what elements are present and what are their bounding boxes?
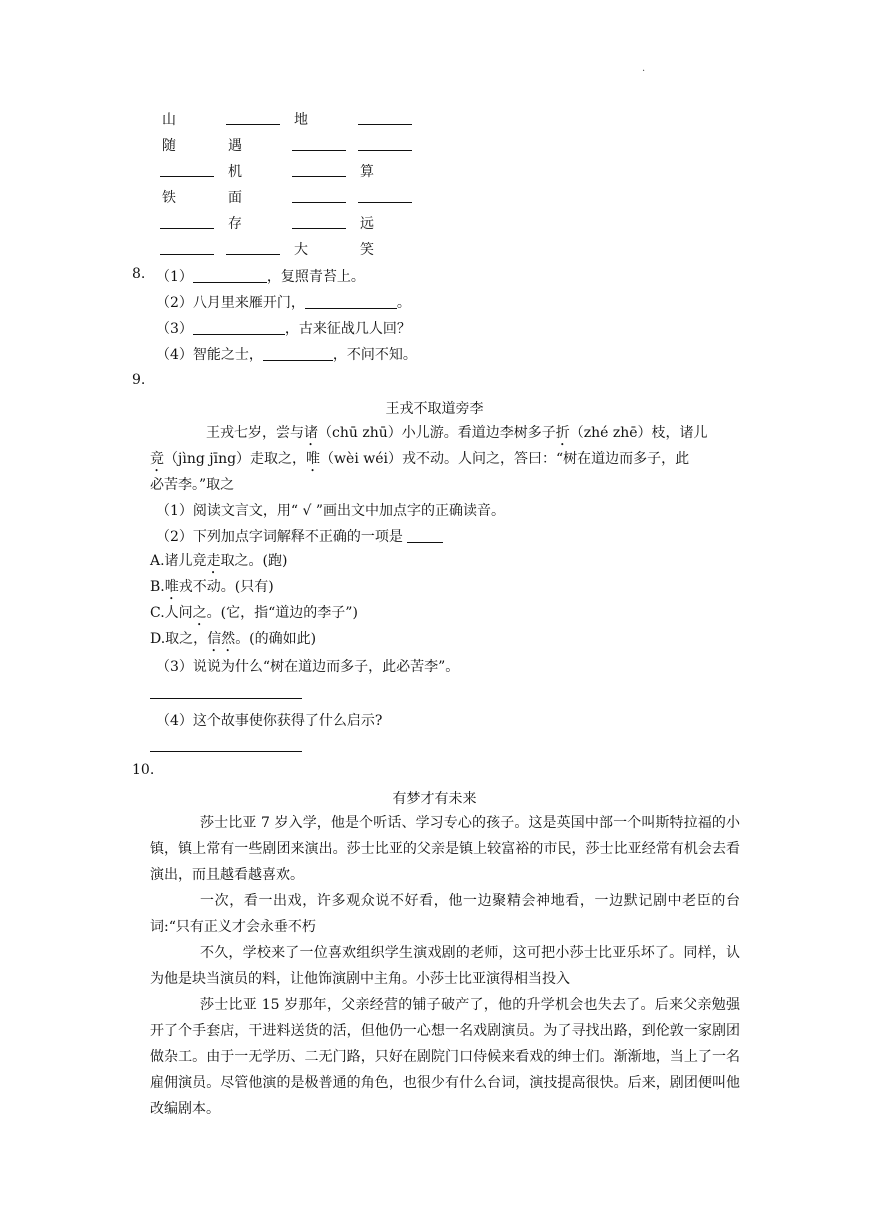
q9-text-line-2 xyxy=(150,448,689,475)
idiom-char: 地 xyxy=(294,112,308,128)
idiom-blank[interactable] xyxy=(226,236,292,262)
idiom-char-cell xyxy=(226,184,292,210)
q9-option-b[interactable] xyxy=(150,576,274,603)
idiom-blank[interactable] xyxy=(160,210,226,236)
q9-option-a[interactable] xyxy=(150,550,288,577)
idiom-char: 铁 xyxy=(162,190,176,206)
q8-item-2 xyxy=(156,292,411,312)
q10-number: 10. xyxy=(132,762,155,778)
blank-underline xyxy=(226,254,280,255)
q8-item-1 xyxy=(156,266,365,286)
idiom-char-cell xyxy=(160,184,226,210)
q9-dotted-wei: 唯 xyxy=(306,451,321,467)
q9-option-d-pre: D.取之， xyxy=(150,631,208,647)
idiom-row xyxy=(160,106,424,132)
blank-underline xyxy=(292,202,346,203)
q10-title: 有梦才有未来 xyxy=(392,791,477,807)
idiom-blank[interactable] xyxy=(160,236,226,262)
idiom-char-cell xyxy=(358,158,424,184)
idiom-row xyxy=(160,132,424,158)
blank-underline xyxy=(160,228,214,229)
idiom-char-cell xyxy=(292,106,358,132)
blank-underline xyxy=(292,228,346,229)
q9-text-l2b: （wèi wéi）戎不动。人问之，答曰：“树在道边而多子，此 xyxy=(320,451,690,467)
blank-underline xyxy=(160,176,214,177)
blank-underline xyxy=(358,124,412,125)
q9-dotted-jing: 竞 xyxy=(150,451,164,467)
idiom-char: 远 xyxy=(360,216,374,232)
q8-item-2-prefix: （2）八月里来雁开门， xyxy=(156,295,305,311)
q9-option-c[interactable] xyxy=(150,602,358,629)
idiom-char-cell xyxy=(226,132,292,158)
idiom-blank[interactable] xyxy=(358,106,424,132)
q8-item-1-prefix: （1） xyxy=(156,269,193,285)
q9-option-a-post: 取之。(跑) xyxy=(220,553,288,569)
blank-underline xyxy=(160,254,214,255)
idiom-char-cell xyxy=(160,132,226,158)
q9-option-d-dot: 信然 xyxy=(207,631,236,647)
idiom-char: 存 xyxy=(228,216,242,232)
q9-sub-3: （3）说说为什么“树在道边而多子，此必苦李”。 xyxy=(156,659,460,675)
q8-item-4-prefix: （4）智能之士， xyxy=(156,347,263,363)
q9-option-b-post: 戎不动。(只有) xyxy=(178,579,274,595)
q9-title: 王戎不取道旁李 xyxy=(385,401,484,417)
blank-underline xyxy=(292,176,346,177)
idiom-blank[interactable] xyxy=(358,184,424,210)
q9-sub-4: （4）这个故事使你获得了什么启示? xyxy=(156,713,383,729)
q9-text-line-3: 必苦李。”取之 xyxy=(150,477,235,493)
q8-item-1-suffix: ，复照青苔上。 xyxy=(266,269,365,285)
q9-text-l1b: （chū zhū）小儿游。看道边李树多子 xyxy=(318,425,556,441)
q10-paragraph-1: 莎士比亚 7 岁入学，他是个听话、学习专心的孩子。这是英国中部一个叫斯特拉福的小镇，镇上常有一些剧团来演出。莎士比亚的父亲是镇上较富裕的市民，莎士比亚经常有机会去看演出，而且越看越喜欢。 xyxy=(150,815,740,883)
blank-underline xyxy=(226,124,280,125)
q9-answer-line-4[interactable] xyxy=(150,751,302,752)
q9-option-c-post: 。(它，指“道边的李子”) xyxy=(206,605,358,621)
q9-option-c-pre: C.人问 xyxy=(150,605,193,621)
q8-item-2-suffix: 。 xyxy=(396,295,411,311)
q8-item-3-prefix: （3） xyxy=(156,321,193,337)
idiom-blank[interactable] xyxy=(160,158,226,184)
q9-option-d[interactable] xyxy=(150,628,316,655)
idiom-char: 机 xyxy=(228,164,242,180)
corner-dot: · xyxy=(642,66,646,77)
idiom-char: 随 xyxy=(162,138,176,154)
idiom-char: 算 xyxy=(360,164,374,180)
q9-number: 9. xyxy=(132,372,146,388)
q8-number: 8. xyxy=(132,266,146,282)
idiom-char: 笑 xyxy=(360,242,374,258)
q10-paragraph-2: 一次，看一出戏，许多观众说不好看，他一边聚精会神地看，一边默记剧中老臣的台词:“只有正义才会永垂不朽 xyxy=(150,893,740,935)
q9-text-line-1 xyxy=(206,422,708,449)
idiom-row xyxy=(160,210,424,236)
q9-option-c-dot: 之 xyxy=(192,605,207,621)
q8-item-3-suffix: ，古来征战几人回？ xyxy=(284,321,411,337)
q9-sub-2 xyxy=(156,526,443,546)
q8-item-3 xyxy=(156,318,411,338)
idiom-char: 山 xyxy=(162,112,176,128)
idiom-blank[interactable] xyxy=(358,132,424,158)
idiom-blank[interactable] xyxy=(226,106,292,132)
q8-blank-4[interactable] xyxy=(263,346,333,361)
q8-item-4 xyxy=(156,344,417,364)
idiom-char: 面 xyxy=(228,190,242,206)
q9-option-a-dot: 走 xyxy=(206,553,221,569)
q9-option-a-pre: A.诸儿竞 xyxy=(150,553,207,569)
blank-underline xyxy=(358,202,412,203)
idiom-char-cell xyxy=(292,236,358,262)
q9-option-b-pre: B. xyxy=(150,579,165,595)
q9-answer-line-3[interactable] xyxy=(150,698,302,699)
idiom-blank[interactable] xyxy=(292,184,358,210)
idiom-blank[interactable] xyxy=(292,132,358,158)
q9-dotted-zhe: 折 xyxy=(555,425,570,441)
q9-text-l2a: （jìng jīng）走取之， xyxy=(164,451,307,467)
q9-sub-2-text: （2）下列加点字词解释不正确的一项是 xyxy=(156,529,403,545)
idiom-grid xyxy=(160,106,424,262)
idiom-char-cell xyxy=(226,158,292,184)
idiom-char-cell xyxy=(226,210,292,236)
q9-option-b-dot: 唯 xyxy=(164,579,179,595)
idiom-row xyxy=(160,158,424,184)
idiom-char: 大 xyxy=(294,242,308,258)
idiom-char: 遇 xyxy=(228,138,242,154)
q9-option-d-post: 。(的确如此) xyxy=(235,631,317,647)
q9-sub-1: （1）阅读文言文，用“ √ ”画出文中加点字的正确读音。 xyxy=(156,503,506,519)
q10-paragraph-4: 莎士比亚 15 岁那年，父亲经营的铺子破产了，他的升学机会也失去了。后来父亲勉强开了个手套店，干进料送货的活，但他仍一心想一名戏剧演员。为了寻找出路，到伦敦一家剧团做杂工。由于一无学历、二无门路，只好在剧院门口侍候来看戏的绅士们。渐渐地，当上了一名雇佣演员。尽管他演的是极普通的角色，也很少有什么台词，演技提高很快。后来，剧团便叫他改编剧本。 xyxy=(150,997,740,1117)
q8-blank-2[interactable] xyxy=(305,294,397,309)
idiom-blank[interactable] xyxy=(292,210,358,236)
q8-item-4-suffix: ，不问不知。 xyxy=(332,347,417,363)
idiom-row xyxy=(160,184,424,210)
idiom-char-cell xyxy=(160,106,226,132)
q9-text-l1a: 王戎七岁，尝与 xyxy=(206,425,304,441)
blank-underline xyxy=(358,150,412,151)
idiom-blank[interactable] xyxy=(292,158,358,184)
q8-blank-3[interactable] xyxy=(193,320,285,335)
q8-blank-1[interactable] xyxy=(193,268,267,283)
q9-dotted-zhu: 诸 xyxy=(304,425,318,441)
q10-paragraph-3: 不久，学校来了一位喜欢组织学生演戏剧的老师，这可把小莎士比亚乐坏了。同样，认为他是块当演员的料，让他饰演剧中主角。小莎士比亚演得相当投入 xyxy=(150,945,740,987)
q9-text-l1c: （zhé zhē）枝，诸儿 xyxy=(569,425,708,441)
idiom-row xyxy=(160,236,424,262)
q9-sub-2-blank[interactable] xyxy=(407,528,443,543)
blank-underline xyxy=(292,150,346,151)
idiom-char-cell xyxy=(358,210,424,236)
idiom-char-cell xyxy=(358,236,424,262)
